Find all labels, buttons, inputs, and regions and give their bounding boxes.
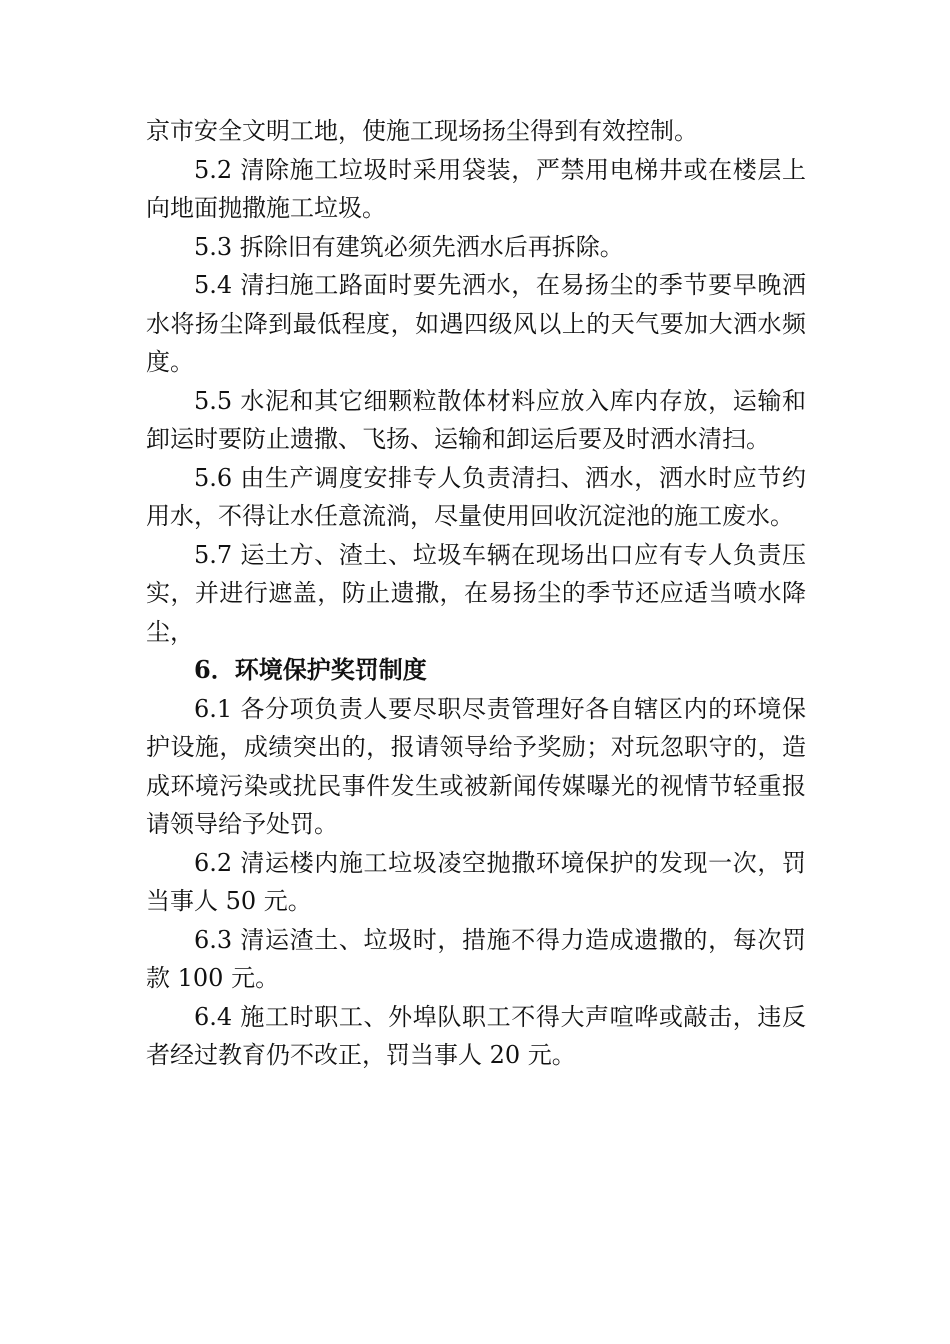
- paragraph-5-7: 5.7 运土方、渣土、垃圾车辆在现场出口应有专人负责压实，并进行遮盖，防止遗撒，在易扬尘的季节还应适当喷水降尘，: [146, 540, 806, 646]
- paragraph-5-2: 5.2 清除施工垃圾时采用袋装，严禁用电梯井或在楼层上向地面抛撒施工垃圾。: [146, 155, 806, 222]
- paragraph-5-5: 5.5 水泥和其它细颗粒散体材料应放入库内存放，运输和卸运时要防止遗撒、飞扬、运输和卸运后要及时洒水清扫。: [146, 386, 806, 453]
- paragraph-5-4: 5.4 清扫施工路面时要先洒水，在易扬尘的季节要早晚洒水将扬尘降到最低程度，如遇四级风以上的天气要加大洒水频度。: [146, 271, 806, 376]
- paragraph-5-3: 5.3 拆除旧有建筑必须先洒水后再拆除。: [194, 232, 624, 261]
- paragraph-6-1: 6.1 各分项负责人要尽职尽责管理好各自辖区内的环境保护设施，成绩突出的，报请领导给予奖励；对玩忽职守的，造成环境污染或扰民事件发生或被新闻传媒曝光的视情节轻重报请领导给予处罚。: [146, 694, 806, 838]
- paragraph-6-2: 6.2 清运楼内施工垃圾凌空抛撒环境保护的发现一次，罚当事人 50 元。: [146, 848, 806, 915]
- document-body: [146, 112, 806, 1075]
- paragraph-6-4: 6.4 施工时职工、外埠队职工不得大声喧哗或敲击，违反者经过教育仍不改正，罚当事人 20 元。: [146, 1002, 806, 1069]
- section-heading-6: 6．环境保护奖罚制度: [194, 655, 427, 684]
- paragraph-continuation: 京市安全文明工地，使施工现场扬尘得到有效控制。: [146, 117, 698, 145]
- paragraph-5-6: 5.6 由生产调度安排专人负责清扫、洒水，洒水时应节约用水，不得让水任意流淌，尽量使用回收沉淀池的施工废水。: [146, 463, 806, 530]
- paragraph-6-3: 6.3 清运渣土、垃圾时，措施不得力造成遗撒的，每次罚款 100 元。: [146, 925, 806, 992]
